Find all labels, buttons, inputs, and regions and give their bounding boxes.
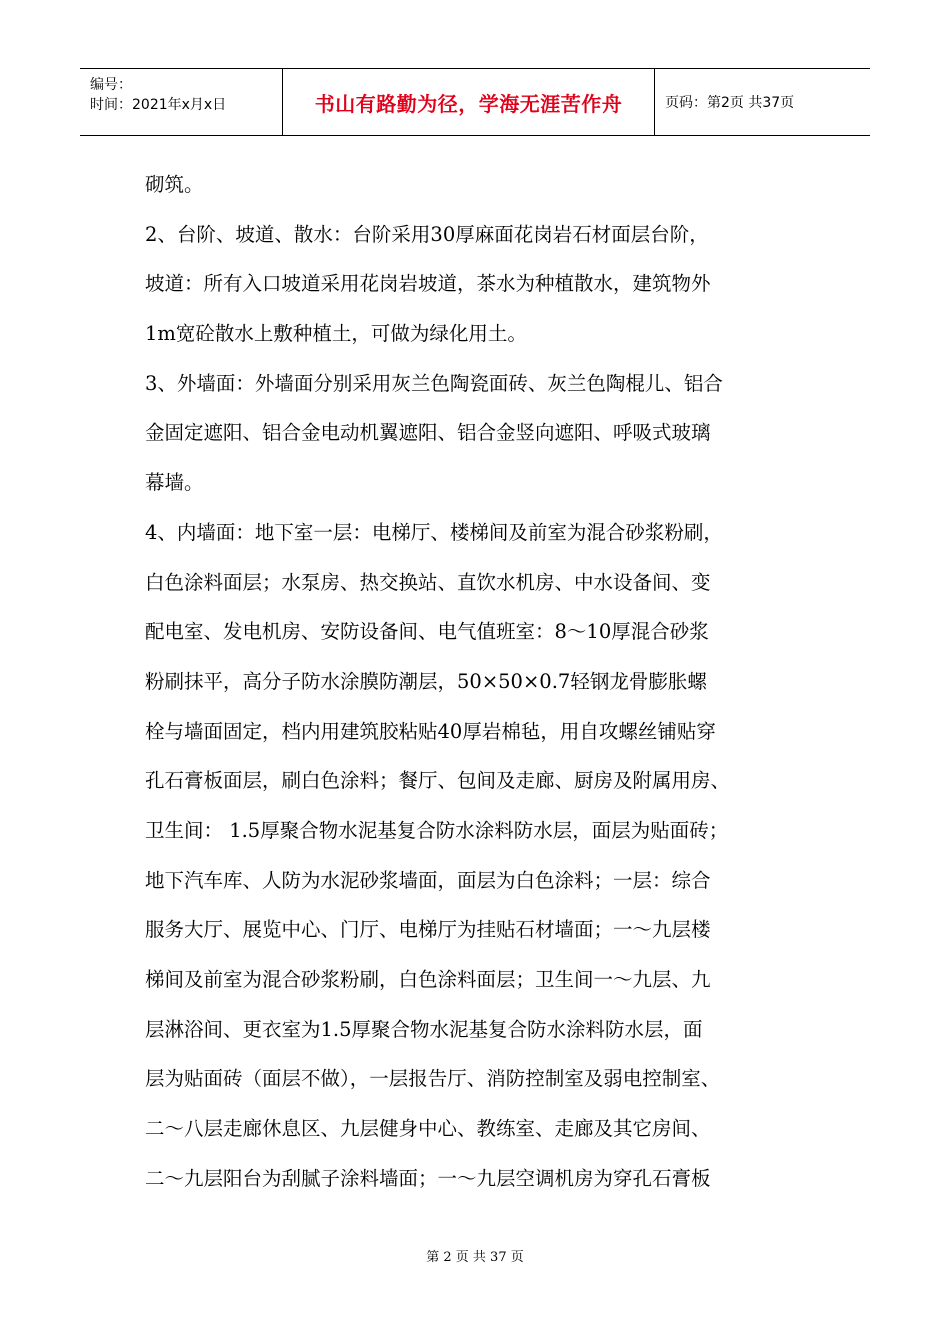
text-line: 卫生间： 1.5厚聚合物水泥基复合防水涂料防水层，面层为贴面砖；	[145, 818, 729, 842]
header-page-info: 页码：第2页 共37页	[665, 95, 795, 111]
header-motto: 书山有路勤为径，学海无涯苦作舟	[283, 69, 655, 135]
text-line: 3、外墙面：外墙面分别采用灰兰色陶瓷面砖、灰兰色陶棍儿、铝合	[145, 371, 723, 395]
text-line: 砌筑。	[145, 173, 204, 196]
text-line: 4、内墙面：地下室一层：电梯厅、楼梯间及前室为混合砂浆粉刷，	[145, 520, 723, 544]
text-line: 二～九层阳台为刮腻子涂料墙面；一～九层空调机房为穿孔石膏板	[145, 1166, 711, 1190]
text-line: 配电室、发电机房、安防设备间、电气值班室：8～10厚混合砂浆	[145, 620, 709, 644]
page-header	[80, 68, 870, 136]
text-line: 服务大厅、展览中心、门厅、电梯厅为挂贴石材墙面；一～九层楼	[145, 918, 711, 942]
text-line: 坡道：所有入口坡道采用花岗岩坡道，茶水为种植散水，建筑物外	[145, 272, 711, 296]
text-line: 地下汽车库、人防为水泥砂浆墙面，面层为白色涂料；一层：综合	[145, 868, 711, 892]
text-line: 白色涂料面层；水泵房、热交换站、直饮水机房、中水设备间、变	[145, 570, 711, 594]
document-body	[145, 160, 825, 1203]
text-line: 金固定遮阳、铝合金电动机翼遮阳、铝合金竖向遮阳、呼吸式玻璃	[145, 421, 711, 445]
text-line: 梯间及前室为混合砂浆粉刷，白色涂料面层；卫生间一～九层、九	[145, 968, 711, 991]
text-line: 粉刷抹平，高分子防水涂膜防潮层，50×50×0.7轻钢龙骨膨胀螺	[145, 669, 707, 693]
text-line: 孔石膏板面层，刷白色涂料；餐厅、包间及走廊、厨房及附属用房、	[145, 769, 731, 793]
text-line: 2、台阶、坡道、散水：台阶采用30厚麻面花岗岩石材面层台阶，	[145, 222, 709, 246]
text-line: 二～八层走廊休息区、九层健身中心、教练室、走廊及其它房间、	[145, 1117, 711, 1141]
header-meta	[80, 69, 283, 135]
text-line: 层为贴面砖（面层不做），一层报告厅、消防控制室及弱电控制室、	[145, 1067, 721, 1091]
page-footer: 第 2 页 共 37 页	[426, 1250, 524, 1265]
text-line: 1m宽砼散水上敷种植土，可做为绿化用土。	[145, 322, 527, 346]
date-label: 时间：2021年x月x日	[90, 97, 227, 113]
text-line: 幕墙。	[145, 471, 204, 495]
text-line: 层淋浴间、更衣室为1.5厚聚合物水泥基复合防水涂料防水层，面	[145, 1017, 703, 1041]
number-label: 编号：	[90, 77, 132, 93]
text-line: 栓与墙面固定，档内用建筑胶粘贴40厚岩棉毡，用自攻螺丝铺贴穿	[145, 719, 716, 743]
